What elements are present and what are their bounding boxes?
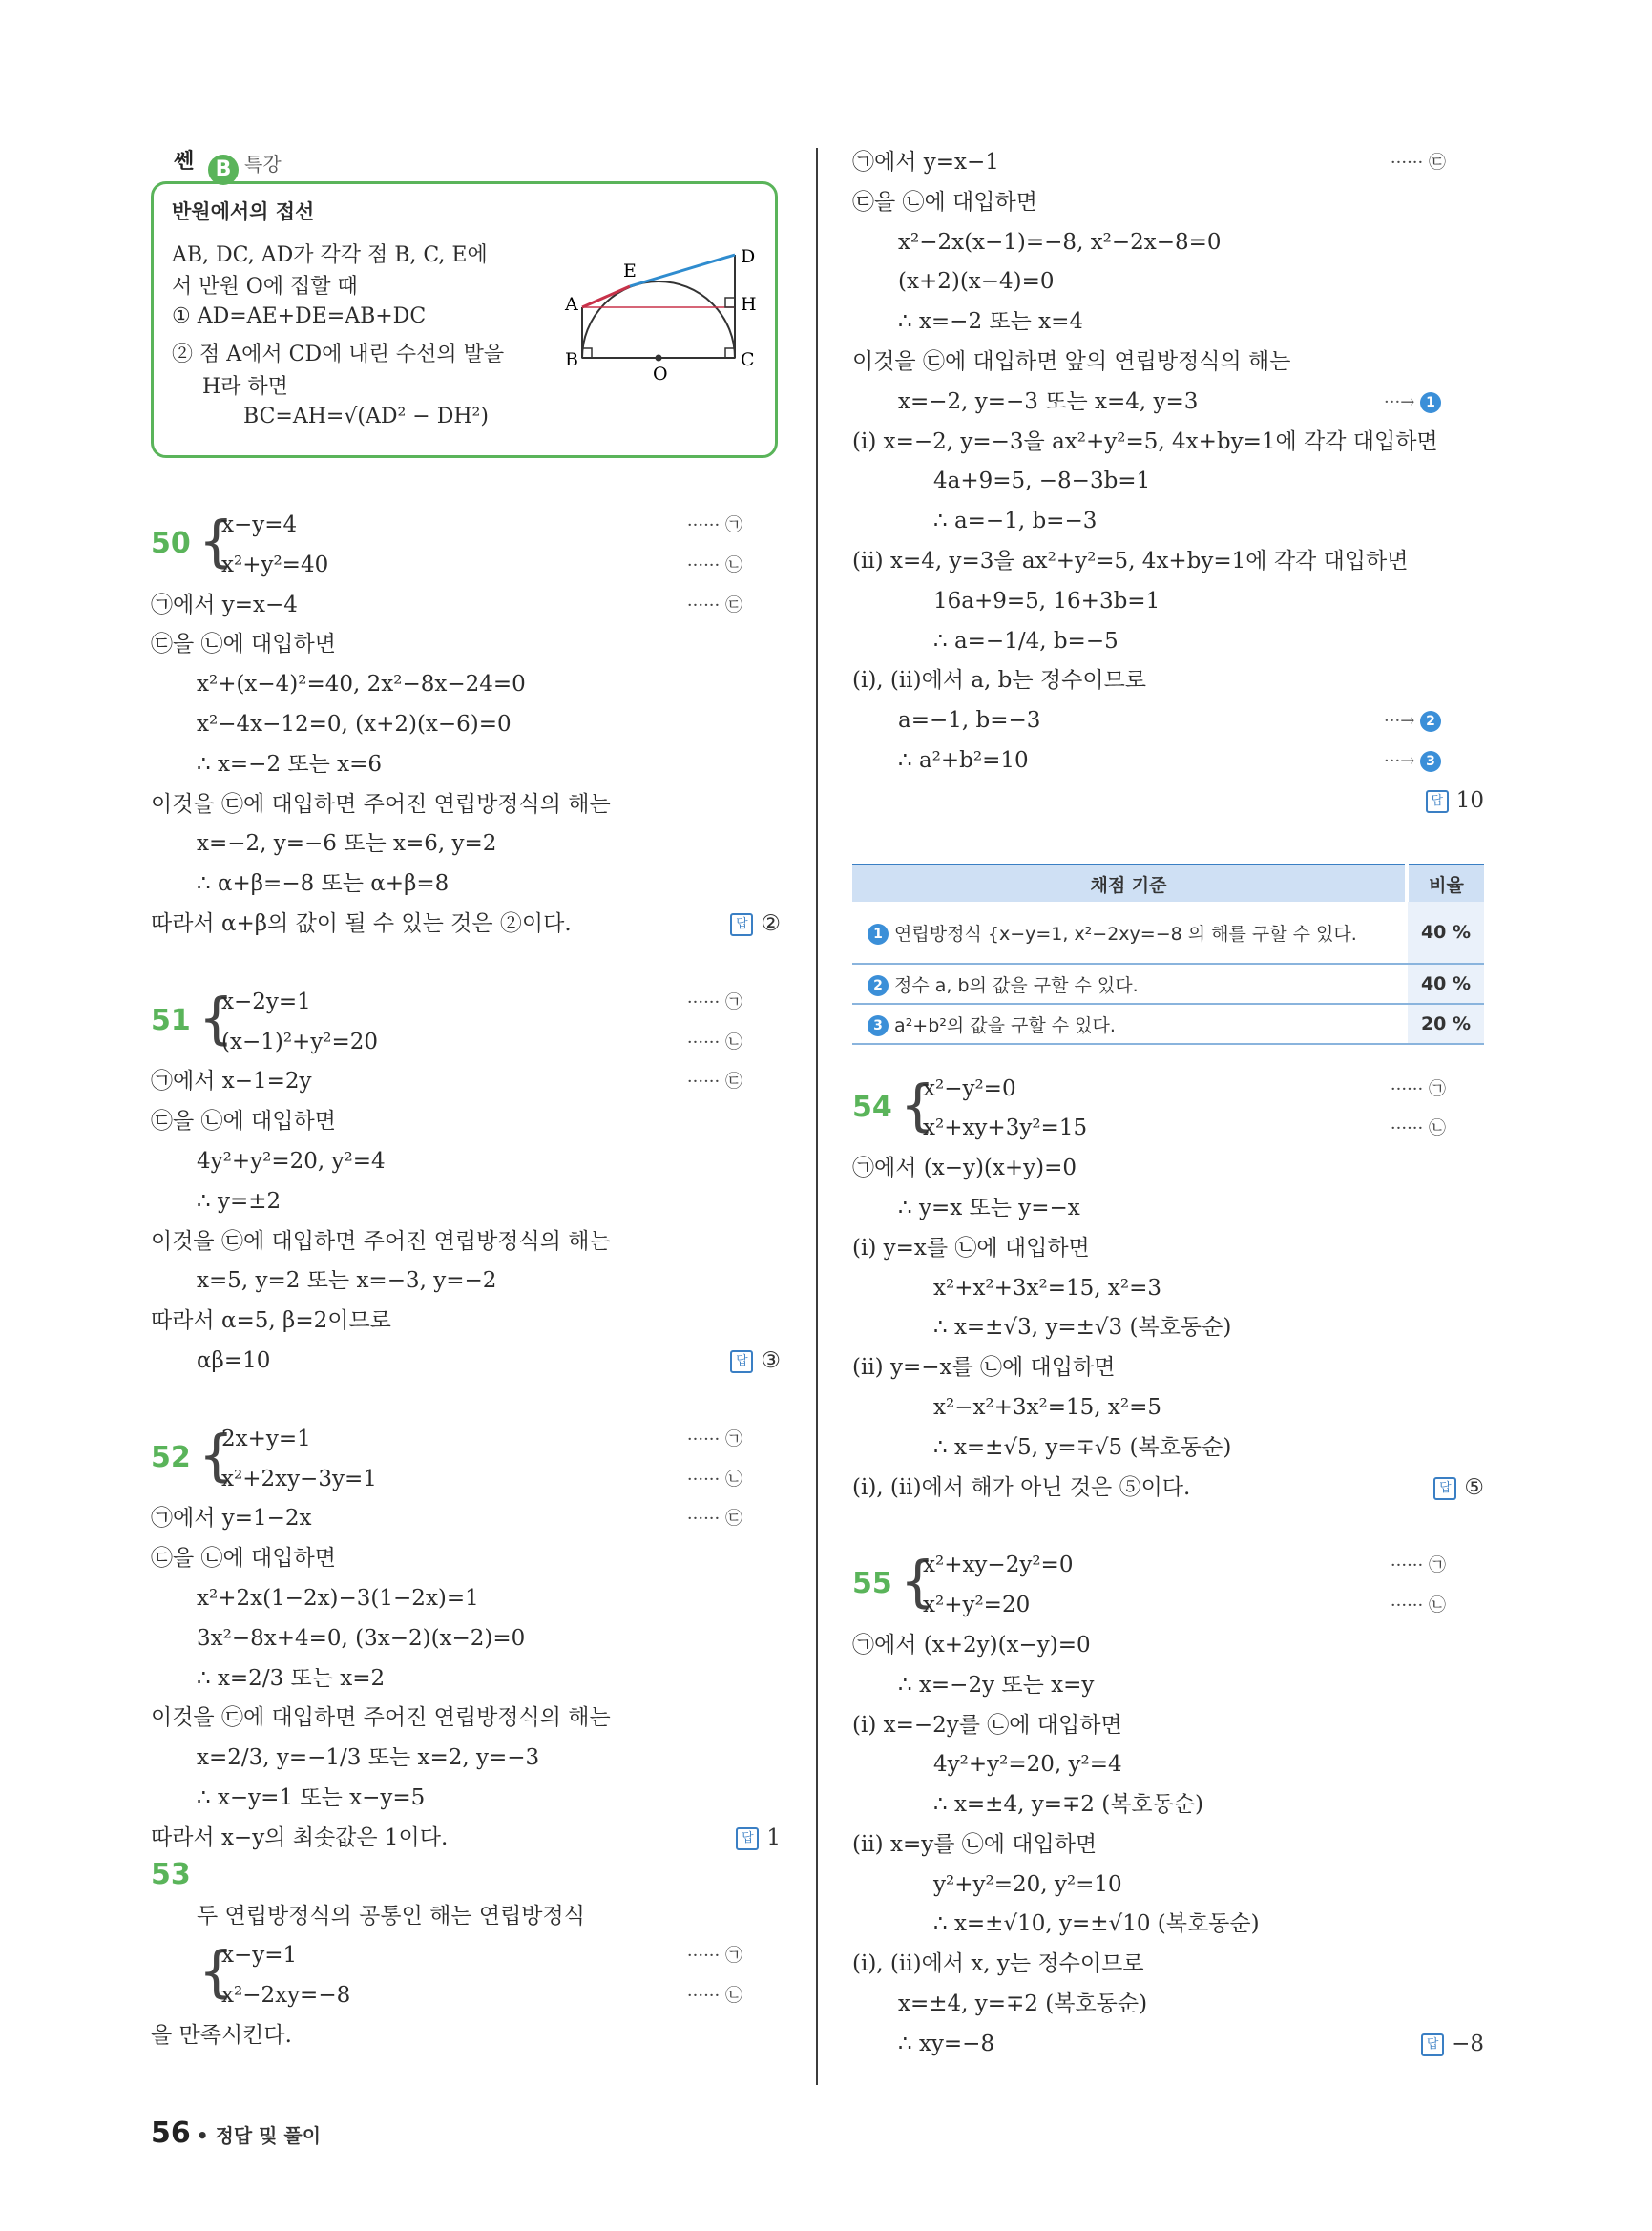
solution-line (151, 1342, 781, 1382)
solution-line (852, 1388, 1484, 1428)
solution-line (852, 262, 1484, 302)
equation-text: x²+y²=40 (221, 552, 329, 577)
solution-line (852, 1229, 1484, 1269)
system-equation (898, 1586, 1484, 1626)
brace-icon: { (199, 985, 234, 1051)
spacer (852, 1508, 1484, 1546)
line-text: 3x²−8x+4=0, (3x−2)(x−2)=0 (197, 1625, 526, 1651)
label-B: B (565, 349, 578, 370)
equation-marker (1391, 1070, 1446, 1110)
solution-line (151, 1659, 781, 1699)
dots: ······ (686, 594, 721, 615)
solution-line (151, 1102, 781, 1142)
line-text: x²+x²+3x²=15, x²=3 (933, 1275, 1162, 1301)
line-text: (ⅰ), (ⅱ)에서 x, y는 정수이므로 (852, 1951, 1144, 1977)
answer (1433, 1469, 1484, 1509)
answer-value: ② (761, 910, 781, 936)
line-text: 이것을 ㉢에 대입하면 주어진 연립방정식의 해는 (151, 1705, 611, 1731)
solution-line (151, 785, 781, 825)
line-text: ∴ y=x 또는 y=−x (898, 1195, 1080, 1220)
solution-line (852, 1785, 1484, 1825)
label-H: H (741, 294, 757, 315)
line-text: 4y²+y²=20, y²=4 (197, 1148, 386, 1174)
system-equation (197, 1976, 781, 2016)
answer (730, 905, 781, 945)
system-equation (197, 1023, 781, 1063)
solution-line (852, 1189, 1484, 1229)
grading-text: 연립방정식 {x−y=1, x²−2xy=−8 의 해를 구할 수 있다. (894, 923, 1357, 945)
solution-line (852, 2025, 1484, 2065)
page-footer (151, 2116, 321, 2150)
solution-line (852, 542, 1484, 582)
problem (151, 1857, 781, 2056)
equation-text: 2x+y=1 (221, 1426, 311, 1451)
line-text: x=5, y=2 또는 x=−3, y=−2 (197, 1268, 497, 1294)
solution-line (151, 905, 781, 945)
line-text: 따라서 α=5, β=2이므로 (151, 1308, 391, 1334)
line-text: ㉢을 ㉡에 대입하면 (151, 1109, 336, 1135)
answer-value: ③ (761, 1347, 781, 1373)
answer-icon: 답 (736, 1827, 759, 1850)
solution-line (852, 143, 1484, 183)
equation-marker (687, 546, 742, 586)
equation-marker (1391, 1109, 1446, 1149)
line-text: ㉠에서 y=x−4 (151, 592, 298, 617)
line-text: ㉠에서 y=1−2x (151, 1506, 312, 1532)
brand-logo: 쎈 (174, 150, 195, 174)
solution-line (852, 502, 1484, 542)
dots: ······ (1390, 1078, 1424, 1099)
marker-label: ㉠ (725, 1428, 742, 1449)
line-text: ∴ x=−2 또는 x=6 (197, 751, 383, 777)
system-equation (197, 546, 781, 586)
brand-tag: 특강 (244, 153, 282, 176)
solution-line (852, 741, 1484, 782)
right-column (852, 143, 1484, 2065)
line-text: ∴ α+β=−8 또는 α+β=8 (197, 871, 450, 897)
equation-marker (687, 1936, 742, 1976)
solution-line (151, 1062, 781, 1102)
equation-system (151, 1420, 781, 1500)
left-column (151, 506, 781, 2056)
equation-text: x−2y=1 (221, 989, 311, 1014)
equation-text: x²+y²=20 (923, 1593, 1031, 1618)
equation-text: (x−1)²+y²=20 (221, 1029, 379, 1054)
line-text: x²+(x−4)²=40, 2x²−8x−24=0 (197, 672, 526, 698)
marker-label: ㉢ (725, 1509, 742, 1530)
line-text: x=−2, y=−3 또는 x=4, y=3 (898, 388, 1199, 414)
line-text: (ⅰ) x=−2, y=−3을 ax²+y²=5, 4x+by=1에 각각 대입하면 (852, 428, 1438, 454)
equation-system (852, 1070, 1484, 1150)
equation-system (151, 506, 781, 586)
solution-line (852, 1269, 1484, 1309)
answer-icon: 답 (730, 913, 753, 936)
marker-label: ㉢ (725, 594, 742, 615)
solution-line (852, 1308, 1484, 1348)
equation-marker (687, 1976, 742, 2016)
solution-line (151, 1739, 781, 1779)
column-divider (816, 148, 818, 2085)
grading-ratio: 40 % (1407, 902, 1484, 964)
line-text: y²+y²=20, y²=10 (933, 1871, 1122, 1897)
step-icon: 3 (1420, 751, 1441, 772)
system-equation (197, 1460, 781, 1500)
equation-system (852, 1546, 1484, 1626)
solution-line (852, 1666, 1484, 1706)
equation-text: x²−2xy=−8 (221, 1983, 351, 2009)
semicircle-diagram (554, 239, 768, 382)
line-text: x=2/3, y=−1/3 또는 x=2, y=−3 (197, 1745, 540, 1771)
answer (1421, 2025, 1484, 2065)
grading-header-ratio: 비율 (1407, 865, 1484, 902)
line-text: ∴ x=2/3 또는 x=2 (197, 1665, 386, 1691)
line-text: x=−2, y=−6 또는 x=6, y=2 (197, 831, 497, 857)
marker-label: ㉡ (725, 1032, 742, 1053)
label-O: O (653, 364, 668, 382)
solution-line (852, 183, 1484, 223)
solution-line (852, 223, 1484, 263)
solution-line (852, 1866, 1484, 1906)
solution-line (852, 423, 1484, 463)
step-icon: 2 (1420, 711, 1441, 732)
solution-line (852, 701, 1484, 741)
tip-line: ② 점 A에서 CD에 내린 수선의 발을 (172, 343, 505, 366)
line-text: ∴ x=±4, y=∓2 (복호동순) (933, 1792, 1204, 1818)
spacer (151, 1382, 781, 1420)
solution-line (852, 782, 1484, 822)
line-text: (ⅰ), (ⅱ)에서 해가 아닌 것은 ⑤이다. (852, 1474, 1191, 1500)
dots: ······ (686, 515, 721, 535)
line-text: 4y²+y²=20, y²=4 (933, 1752, 1122, 1778)
equation-marker (687, 1062, 742, 1102)
solution-line (151, 865, 781, 905)
line-text: ㉠에서 y=x−1 (852, 150, 999, 175)
answer-value: 10 (1455, 787, 1484, 813)
answer (1426, 782, 1484, 822)
line-text: 이것을 ㉢에 대입하면 주어진 연립방정식의 해는 (151, 1228, 611, 1254)
marker-label: ㉠ (725, 515, 742, 535)
equation-marker (1391, 1586, 1446, 1626)
equation-text: x−y=4 (221, 512, 298, 537)
equation-system (151, 1936, 781, 2016)
solution-line (151, 824, 781, 865)
line-text: x²−4x−12=0, (x+2)(x−6)=0 (197, 711, 512, 737)
dots: ······ (1390, 1118, 1424, 1139)
solution-line (151, 1222, 781, 1262)
system-equation (197, 1420, 781, 1460)
tip-line: AB, DC, AD가 각각 점 B, C, E에 (172, 243, 488, 267)
equation-marker (1391, 1546, 1446, 1586)
answer-value: ⑤ (1464, 1474, 1484, 1500)
equation-marker (687, 586, 742, 626)
line-text: ∴ xy=−8 (898, 2031, 995, 2056)
line-text: ㉠에서 (x+2y)(x−y)=0 (852, 1632, 1091, 1658)
line-text: ∴ x=−2 또는 x=4 (898, 309, 1084, 335)
marker-label: ㉠ (1429, 1078, 1446, 1099)
line-text: 4a+9=5, −8−3b=1 (933, 469, 1151, 494)
equation-text: x²−y²=0 (923, 1075, 1016, 1101)
step-icon: 1 (868, 924, 889, 945)
grading-table (852, 864, 1484, 1045)
brand-badge: B (208, 155, 239, 185)
equation-text: x−y=1 (221, 1943, 298, 1969)
marker-label: ㉠ (725, 991, 742, 1012)
grading-ratio: 40 % (1407, 964, 1484, 1004)
step-marker: ···→ 3 (1384, 741, 1441, 782)
dots: ······ (686, 554, 721, 575)
answer-value: −8 (1452, 2031, 1484, 2056)
tip-line: H라 하면 (202, 375, 288, 399)
problem (852, 1070, 1484, 1509)
tip-line: ① AD=AE+DE=AB+DC (172, 304, 427, 328)
equation-marker (687, 1460, 742, 1500)
dots: ······ (686, 1072, 721, 1093)
line-text: ∴ x=±√5, y=∓√5 (복호동순) (933, 1434, 1232, 1460)
dots: ······ (686, 1428, 721, 1449)
marker-label: ㉡ (725, 1469, 742, 1490)
brace-icon: { (199, 1939, 234, 2005)
line-text: ∴ x=−2y 또는 x=y (898, 1672, 1095, 1698)
label-C: C (741, 349, 755, 370)
line-text: x²+2x(1−2x)−3(1−2x)=1 (197, 1585, 479, 1611)
system-equation (898, 1109, 1484, 1149)
dots: ······ (686, 1509, 721, 1530)
solution-line (852, 1626, 1484, 1666)
line-text: ∴ a=−1/4, b=−5 (933, 628, 1119, 654)
dots: ······ (1390, 153, 1424, 173)
table-row (852, 902, 1484, 964)
line-text: ㉢을 ㉡에 대입하면 (151, 1546, 336, 1572)
line-text: 을 만족시킨다. (151, 2022, 292, 2048)
equation-marker (687, 506, 742, 546)
grading-ratio: 20 % (1407, 1004, 1484, 1044)
line-text: 이것을 ㉢에 대입하면 주어진 연립방정식의 해는 (151, 791, 611, 817)
solution-line (852, 1469, 1484, 1509)
step-marker: ···→ 1 (1384, 383, 1441, 423)
grading-text: a²+b²의 값을 구할 수 있다. (894, 1014, 1116, 1036)
answer-icon: 답 (1433, 1477, 1456, 1500)
tip-line: 서 반원 O에 접할 때 (172, 275, 358, 299)
tip-line: BC=AH=√(AD² − DH²) (243, 405, 489, 428)
solution-line (151, 1142, 781, 1182)
solution-line (151, 1499, 781, 1539)
problem-head-text: 두 연립방정식의 공통인 해는 연립방정식 (197, 1903, 585, 1929)
step-marker: ···→ 2 (1384, 701, 1441, 741)
line-text: (ⅰ) y=x를 ㉡에 대입하면 (852, 1235, 1090, 1261)
line-text: x²−2x(x−1)=−8, x²−2x−8=0 (898, 229, 1222, 255)
line-text: (ⅱ) x=y를 ㉡에 대입하면 (852, 1831, 1098, 1857)
dots: ······ (1390, 1555, 1424, 1576)
line-text: x=±4, y=∓2 (복호동순) (898, 1991, 1148, 2017)
solution-line (852, 1745, 1484, 1785)
dots: ······ (686, 1946, 721, 1967)
spacer (151, 945, 781, 983)
marker-label: ㉡ (1429, 1118, 1446, 1139)
answer-icon: 답 (1426, 790, 1449, 813)
page-number: 56 (151, 2116, 191, 2150)
solution-line (852, 1825, 1484, 1866)
line-text: ∴ x−y=1 또는 x−y=5 (197, 1784, 426, 1810)
table-row (852, 1004, 1484, 1044)
line-text: ㉠에서 (x−y)(x+y)=0 (852, 1156, 1077, 1181)
solution-line (852, 1428, 1484, 1469)
brace-icon: { (199, 1422, 234, 1488)
problem (852, 1546, 1484, 2064)
solution-line (852, 462, 1484, 502)
line-text: 따라서 α+β의 값이 될 수 있는 것은 ②이다. (151, 910, 572, 936)
solution-line (151, 1261, 781, 1302)
dots: ······ (1390, 1595, 1424, 1616)
step-icon: 2 (868, 975, 889, 996)
dots: ······ (686, 1986, 721, 2007)
marker-label: ㉡ (725, 554, 742, 575)
grading-header-criteria: 채점 기준 (852, 865, 1407, 902)
solution-line (151, 2016, 781, 2056)
problem-number: 55 (852, 1567, 892, 1601)
line-text: (ⅰ), (ⅱ)에서 a, b는 정수이므로 (852, 668, 1147, 694)
solution-line (852, 1348, 1484, 1388)
label-A: A (565, 294, 578, 315)
problem (151, 1420, 781, 1859)
problem-head (151, 1897, 781, 1937)
solution-line (852, 383, 1484, 423)
solution-line (852, 1149, 1484, 1189)
solution-line (852, 622, 1484, 662)
step-icon: 3 (868, 1015, 889, 1036)
brace-icon: { (900, 1549, 935, 1615)
solution-line (852, 1945, 1484, 1985)
system-equation (197, 1936, 781, 1976)
line-text: ∴ y=±2 (197, 1188, 282, 1214)
system-equation (898, 1546, 1484, 1586)
line-text: a=−1, b=−3 (898, 708, 1041, 734)
line-text: ㉠에서 x−1=2y (151, 1069, 312, 1095)
line-text: ∴ x=±√10, y=±√10 (복호동순) (933, 1911, 1260, 1937)
problem-number: 54 (852, 1090, 892, 1124)
equation-text: x²+xy−2y²=0 (923, 1553, 1074, 1578)
equation-marker (687, 983, 742, 1023)
solution-line (151, 586, 781, 626)
system-equation (898, 1070, 1484, 1110)
marker-label: ㉡ (1429, 1595, 1446, 1616)
line-text: (ⅱ) x=4, y=3을 ax²+y²=5, 4x+by=1에 각각 대입하면 (852, 548, 1409, 573)
solution-line (151, 1302, 781, 1342)
dots: ······ (686, 991, 721, 1012)
answer-icon: 답 (1421, 2033, 1444, 2056)
solution-line (151, 665, 781, 705)
solution-line (151, 1699, 781, 1739)
answer (736, 1819, 781, 1859)
problem-number: 53 (151, 1857, 191, 1891)
line-text: ㉢을 ㉡에 대입하면 (151, 632, 336, 657)
label-D: D (741, 246, 756, 267)
solution-line (151, 625, 781, 665)
line-text: x²−x²+3x²=15, x²=5 (933, 1394, 1162, 1420)
problem-number: 50 (151, 527, 191, 560)
marker-label: ㉡ (725, 1986, 742, 2007)
line-text: αβ=10 (197, 1347, 271, 1373)
dots: ······ (686, 1032, 721, 1053)
solution-line (151, 705, 781, 745)
marker-label: ㉠ (1429, 1555, 1446, 1576)
equation-text: x²+xy+3y²=15 (923, 1116, 1088, 1141)
solution-line (852, 1905, 1484, 1945)
line-text: ㉢을 ㉡에 대입하면 (852, 189, 1037, 215)
solution-line (151, 1619, 781, 1659)
answer-value: 1 (766, 1824, 781, 1850)
tip-box-title: 반원에서의 접선 (172, 200, 315, 223)
answer-icon: 답 (730, 1350, 753, 1373)
line-text: (ⅱ) y=−x를 ㉡에 대입하면 (852, 1355, 1116, 1381)
solution-line (852, 1706, 1484, 1746)
marker-label: ㉢ (725, 1072, 742, 1093)
equation-system (151, 983, 781, 1063)
solution-line (151, 1579, 781, 1619)
footer-title: • 정답 및 풀이 (196, 2124, 322, 2147)
marker-label: ㉢ (1429, 153, 1446, 173)
grading-text: 정수 a, b의 값을 구할 수 있다. (894, 974, 1139, 996)
problem (151, 983, 781, 1382)
system-equation (197, 983, 781, 1023)
solution-line (852, 302, 1484, 343)
line-text: ∴ a²+b²=10 (898, 747, 1029, 773)
brace-icon: { (199, 509, 234, 573)
solution-line (151, 1819, 781, 1859)
dots: ······ (686, 1469, 721, 1490)
equation-marker (1391, 143, 1446, 183)
problem-number: 51 (151, 1003, 191, 1037)
line-text: 이것을 ㉢에 대입하면 앞의 연립방정식의 해는 (852, 348, 1291, 374)
line-text: ∴ a=−1, b=−3 (933, 509, 1098, 534)
line-text: 16a+9=5, 16+3b=1 (933, 588, 1161, 614)
equation-marker (687, 1499, 742, 1539)
equation-marker (687, 1420, 742, 1460)
step-icon: 1 (1420, 392, 1441, 413)
spacer (151, 1859, 781, 1897)
line-text: (ⅰ) x=−2y를 ㉡에 대입하면 (852, 1712, 1122, 1738)
answer (730, 1342, 781, 1382)
problem-number: 52 (151, 1440, 191, 1474)
solution-line (151, 745, 781, 785)
line-text: ∴ x=±√3, y=±√3 (복호동순) (933, 1315, 1232, 1341)
brace-icon: { (900, 1072, 935, 1137)
solution-line (151, 1779, 781, 1819)
solution-line (151, 1539, 781, 1579)
problem (151, 506, 781, 945)
equation-marker (687, 1023, 742, 1063)
marker-label: ㉠ (725, 1946, 742, 1967)
table-row (852, 964, 1484, 1004)
solution-line (852, 1985, 1484, 2025)
line-text: 따라서 x−y의 최솟값은 1이다. (151, 1824, 449, 1850)
solution-line (852, 582, 1484, 622)
label-E: E (623, 261, 637, 281)
system-equation (197, 506, 781, 546)
line-text: (x+2)(x−4)=0 (898, 269, 1055, 295)
solution-line (852, 343, 1484, 383)
solution-line (852, 661, 1484, 701)
solution-line (151, 1182, 781, 1222)
equation-text: x²+2xy−3y=1 (221, 1466, 377, 1491)
